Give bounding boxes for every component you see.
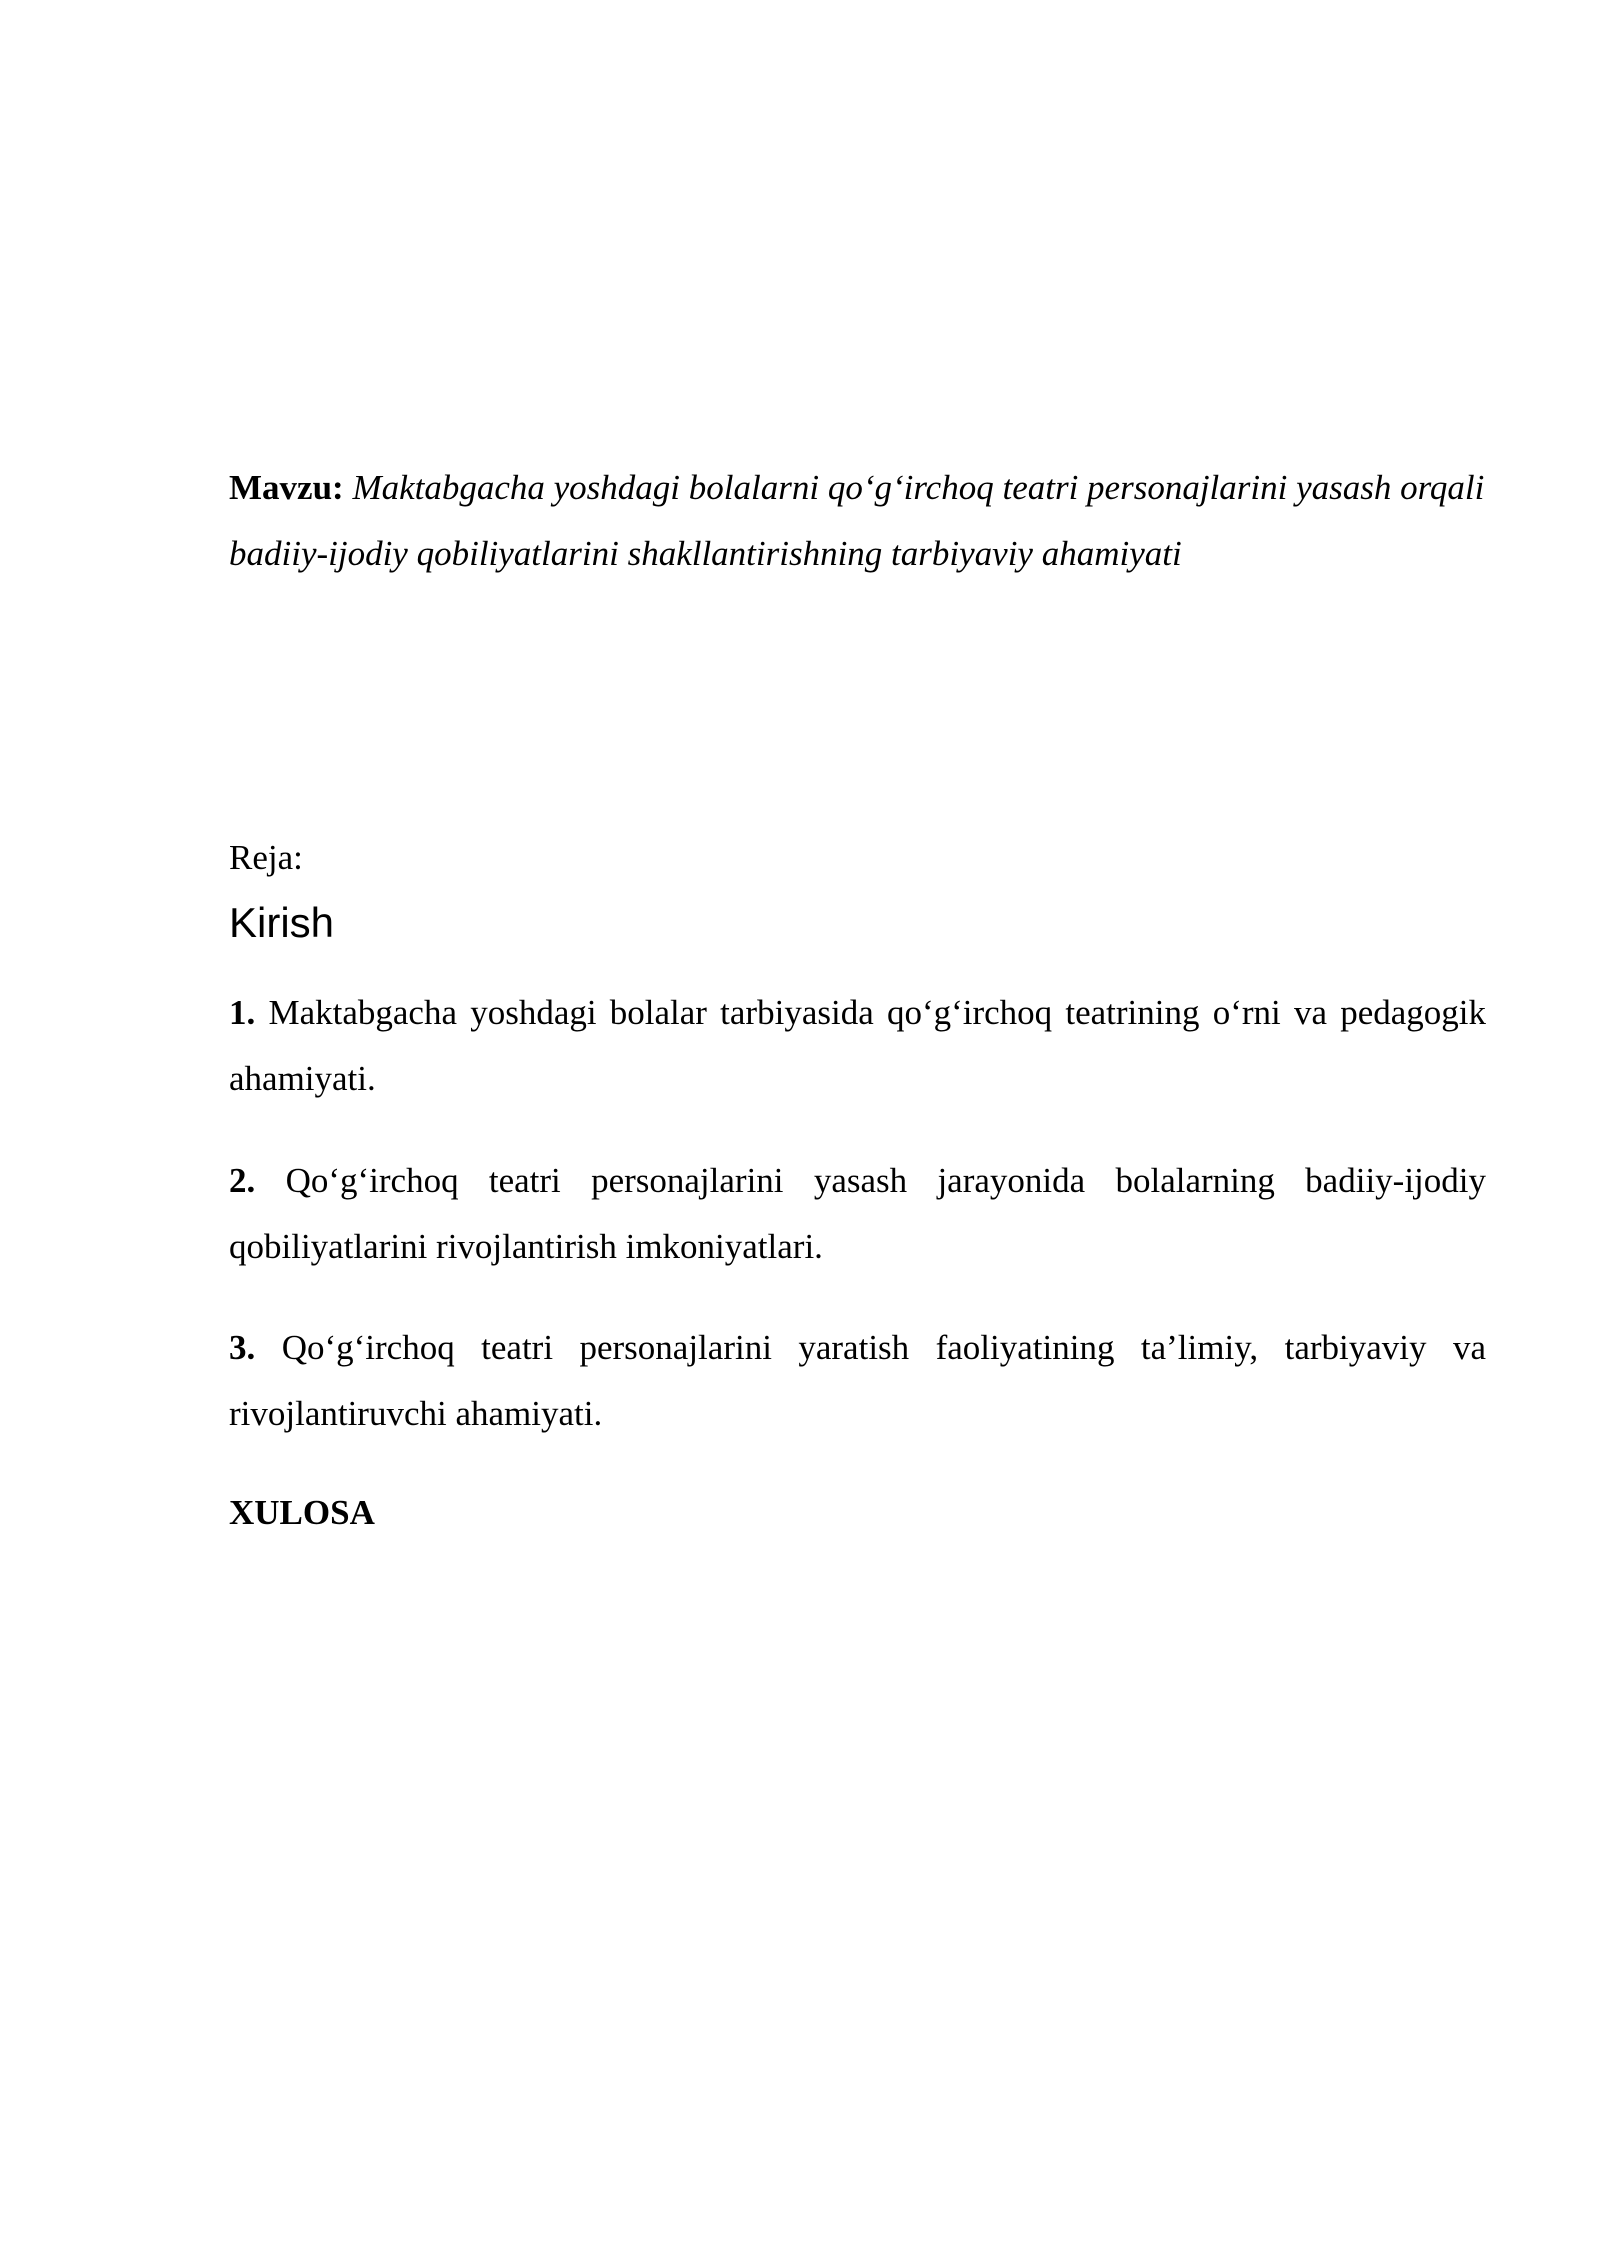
topic-text: Maktabgacha yoshdagi bolalarni qo‘g‘irchoq teatri personajlarini yasash orqali badiiy-ijodiy qobiliyatlarini shakllantirishning tarbiyaviy ahamiyati <box>229 468 1485 573</box>
plan-item-1 <box>229 980 1486 1112</box>
topic-paragraph <box>229 455 1486 587</box>
plan-intro: Kirish <box>229 899 335 946</box>
plan-item-number: 3. <box>229 1328 256 1367</box>
plan-item-text: Qo‘g‘irchoq teatri personajlarini yasash jarayonida bolalarning badiiy-ijodiy qobiliyatlarini rivojlantirish imkoniyatlari. <box>229 1161 1486 1266</box>
plan-item-number: 1. <box>229 993 256 1032</box>
plan-item-text: Maktabgacha yoshdagi bolalar tarbiyasida qo‘g‘irchoq teatrining o‘rni va pedagogik ahamiyati. <box>229 993 1486 1098</box>
plan-item-number: 2. <box>229 1161 256 1200</box>
plan-heading: Reja: <box>229 838 303 877</box>
plan-item-3 <box>229 1315 1486 1447</box>
plan-item-text: Qo‘g‘irchoq teatri personajlarini yaratish faoliyatining ta’limiy, tarbiyaviy va rivojlantiruvchi ahamiyati. <box>229 1328 1487 1433</box>
topic-label: Mavzu: <box>229 468 344 507</box>
plan-item-2 <box>229 1148 1486 1280</box>
plan-conclusion: XULOSA <box>229 1493 375 1532</box>
